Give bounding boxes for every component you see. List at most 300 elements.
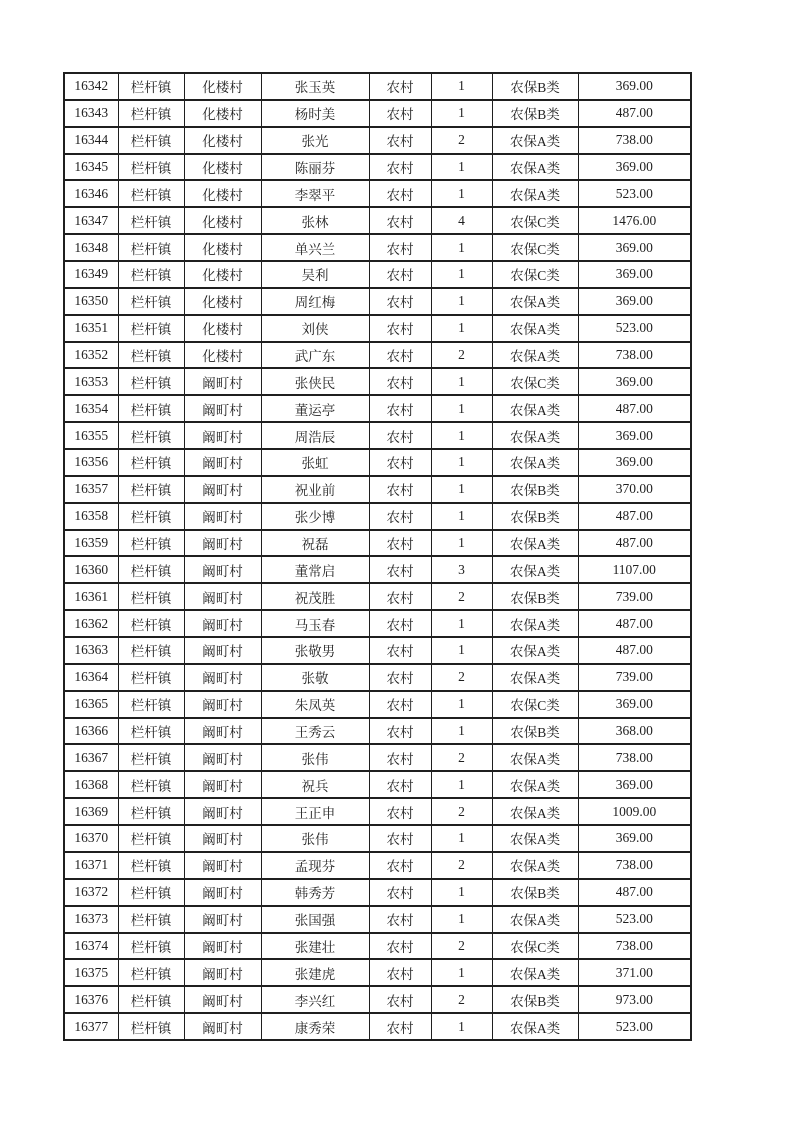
cell-household-type: 农村 [369, 556, 431, 583]
table-row [64, 342, 691, 369]
cell-amount: 738.00 [578, 342, 691, 369]
cell-town: 栏杆镇 [118, 1013, 184, 1040]
cell-person-count: 1 [431, 637, 492, 664]
cell-household-type: 农村 [369, 986, 431, 1013]
cell-insurance-class: 农保A类 [492, 422, 578, 449]
cell-village: 化楼村 [184, 100, 261, 127]
cell-village: 阚町村 [184, 906, 261, 933]
cell-village: 阚町村 [184, 476, 261, 503]
cell-insurance-class: 农保A类 [492, 610, 578, 637]
cell-amount: 738.00 [578, 127, 691, 154]
cell-insurance-class: 农保A类 [492, 798, 578, 825]
cell-sequence-number: 16373 [64, 906, 118, 933]
cell-sequence-number: 16346 [64, 180, 118, 207]
table-row [64, 879, 691, 906]
cell-household-type: 农村 [369, 368, 431, 395]
insurance-payment-table [63, 72, 692, 1041]
cell-sequence-number: 16375 [64, 959, 118, 986]
cell-household-type: 农村 [369, 664, 431, 691]
cell-insurance-class: 农保A类 [492, 825, 578, 852]
cell-town: 栏杆镇 [118, 664, 184, 691]
cell-amount: 523.00 [578, 906, 691, 933]
cell-amount: 487.00 [578, 530, 691, 557]
cell-household-type: 农村 [369, 583, 431, 610]
cell-village: 化楼村 [184, 180, 261, 207]
cell-village: 阚町村 [184, 825, 261, 852]
cell-village: 化楼村 [184, 73, 261, 100]
cell-town: 栏杆镇 [118, 744, 184, 771]
cell-amount: 369.00 [578, 691, 691, 718]
cell-household-type: 农村 [369, 154, 431, 181]
cell-amount: 369.00 [578, 73, 691, 100]
cell-insurance-class: 农保B类 [492, 879, 578, 906]
cell-person-count: 2 [431, 664, 492, 691]
cell-household-type: 农村 [369, 798, 431, 825]
cell-person-count: 1 [431, 825, 492, 852]
cell-town: 栏杆镇 [118, 691, 184, 718]
cell-sequence-number: 16358 [64, 503, 118, 530]
cell-amount: 487.00 [578, 395, 691, 422]
cell-sequence-number: 16354 [64, 395, 118, 422]
table-row [64, 207, 691, 234]
cell-person-count: 1 [431, 476, 492, 503]
table-row [64, 852, 691, 879]
table-row [64, 180, 691, 207]
cell-amount: 487.00 [578, 879, 691, 906]
cell-village: 阚町村 [184, 422, 261, 449]
table-row [64, 395, 691, 422]
cell-village: 化楼村 [184, 315, 261, 342]
cell-person-count: 1 [431, 449, 492, 476]
cell-insurance-class: 农保A类 [492, 771, 578, 798]
cell-person-name: 李翠平 [261, 180, 369, 207]
cell-household-type: 农村 [369, 852, 431, 879]
cell-household-type: 农村 [369, 422, 431, 449]
cell-town: 栏杆镇 [118, 342, 184, 369]
cell-person-count: 2 [431, 986, 492, 1013]
cell-person-count: 4 [431, 207, 492, 234]
cell-person-count: 1 [431, 718, 492, 745]
cell-amount: 1009.00 [578, 798, 691, 825]
cell-person-name: 王正申 [261, 798, 369, 825]
cell-household-type: 农村 [369, 771, 431, 798]
cell-sequence-number: 16353 [64, 368, 118, 395]
cell-insurance-class: 农保C类 [492, 933, 578, 960]
cell-person-name: 张伟 [261, 744, 369, 771]
cell-amount: 487.00 [578, 637, 691, 664]
cell-sequence-number: 16355 [64, 422, 118, 449]
cell-insurance-class: 农保B类 [492, 100, 578, 127]
table-row [64, 476, 691, 503]
table-row [64, 127, 691, 154]
cell-person-count: 1 [431, 154, 492, 181]
cell-village: 阚町村 [184, 959, 261, 986]
cell-town: 栏杆镇 [118, 261, 184, 288]
cell-person-count: 1 [431, 959, 492, 986]
cell-insurance-class: 农保A类 [492, 852, 578, 879]
cell-amount: 369.00 [578, 261, 691, 288]
cell-insurance-class: 农保A类 [492, 530, 578, 557]
table-row [64, 933, 691, 960]
cell-sequence-number: 16356 [64, 449, 118, 476]
cell-sequence-number: 16357 [64, 476, 118, 503]
cell-amount: 523.00 [578, 180, 691, 207]
cell-village: 阚町村 [184, 637, 261, 664]
table-row [64, 718, 691, 745]
cell-village: 阚町村 [184, 852, 261, 879]
cell-person-count: 2 [431, 798, 492, 825]
cell-amount: 487.00 [578, 503, 691, 530]
cell-person-name: 张建虎 [261, 959, 369, 986]
table-row [64, 798, 691, 825]
cell-person-count: 2 [431, 342, 492, 369]
table-body [64, 73, 691, 1040]
cell-person-count: 2 [431, 933, 492, 960]
cell-amount: 368.00 [578, 718, 691, 745]
cell-insurance-class: 农保A类 [492, 1013, 578, 1040]
cell-person-count: 1 [431, 100, 492, 127]
cell-person-name: 董运亭 [261, 395, 369, 422]
cell-town: 栏杆镇 [118, 154, 184, 181]
cell-person-count: 1 [431, 180, 492, 207]
cell-person-count: 1 [431, 234, 492, 261]
table-row [64, 530, 691, 557]
cell-town: 栏杆镇 [118, 798, 184, 825]
cell-household-type: 农村 [369, 1013, 431, 1040]
cell-household-type: 农村 [369, 100, 431, 127]
cell-sequence-number: 16345 [64, 154, 118, 181]
cell-village: 阚町村 [184, 610, 261, 637]
cell-sequence-number: 16362 [64, 610, 118, 637]
table-row [64, 315, 691, 342]
cell-household-type: 农村 [369, 503, 431, 530]
table-row [64, 610, 691, 637]
cell-household-type: 农村 [369, 933, 431, 960]
cell-village: 阚町村 [184, 664, 261, 691]
cell-person-name: 祝茂胜 [261, 583, 369, 610]
table-row [64, 449, 691, 476]
table-row [64, 368, 691, 395]
cell-sequence-number: 16343 [64, 100, 118, 127]
cell-amount: 738.00 [578, 933, 691, 960]
cell-person-name: 周红梅 [261, 288, 369, 315]
cell-village: 化楼村 [184, 261, 261, 288]
cell-insurance-class: 农保B类 [492, 718, 578, 745]
cell-village: 阚町村 [184, 449, 261, 476]
cell-amount: 369.00 [578, 771, 691, 798]
cell-town: 栏杆镇 [118, 718, 184, 745]
cell-amount: 371.00 [578, 959, 691, 986]
cell-town: 栏杆镇 [118, 986, 184, 1013]
cell-insurance-class: 农保A类 [492, 288, 578, 315]
cell-village: 阚町村 [184, 556, 261, 583]
cell-person-name: 张光 [261, 127, 369, 154]
cell-amount: 487.00 [578, 100, 691, 127]
cell-village: 化楼村 [184, 342, 261, 369]
cell-person-name: 王秀云 [261, 718, 369, 745]
cell-household-type: 农村 [369, 73, 431, 100]
cell-village: 阚町村 [184, 691, 261, 718]
cell-amount: 369.00 [578, 288, 691, 315]
cell-person-name: 张国强 [261, 906, 369, 933]
cell-insurance-class: 农保A类 [492, 180, 578, 207]
cell-person-name: 祝磊 [261, 530, 369, 557]
table-row [64, 154, 691, 181]
cell-amount: 738.00 [578, 852, 691, 879]
cell-village: 阚町村 [184, 503, 261, 530]
cell-person-name: 武广东 [261, 342, 369, 369]
cell-insurance-class: 农保A类 [492, 154, 578, 181]
cell-sequence-number: 16348 [64, 234, 118, 261]
cell-person-name: 马玉春 [261, 610, 369, 637]
cell-village: 化楼村 [184, 288, 261, 315]
cell-insurance-class: 农保A类 [492, 637, 578, 664]
cell-town: 栏杆镇 [118, 395, 184, 422]
cell-insurance-class: 农保B类 [492, 503, 578, 530]
cell-village: 阚町村 [184, 986, 261, 1013]
cell-village: 阚町村 [184, 395, 261, 422]
cell-town: 栏杆镇 [118, 422, 184, 449]
cell-person-name: 张虹 [261, 449, 369, 476]
cell-town: 栏杆镇 [118, 933, 184, 960]
cell-insurance-class: 农保A类 [492, 127, 578, 154]
cell-person-count: 2 [431, 583, 492, 610]
cell-town: 栏杆镇 [118, 852, 184, 879]
cell-village: 阚町村 [184, 933, 261, 960]
cell-person-name: 张玉英 [261, 73, 369, 100]
cell-household-type: 农村 [369, 207, 431, 234]
cell-village: 阚町村 [184, 798, 261, 825]
cell-town: 栏杆镇 [118, 825, 184, 852]
cell-person-count: 1 [431, 530, 492, 557]
cell-household-type: 农村 [369, 637, 431, 664]
cell-town: 栏杆镇 [118, 207, 184, 234]
table-row [64, 234, 691, 261]
cell-town: 栏杆镇 [118, 556, 184, 583]
cell-person-name: 张林 [261, 207, 369, 234]
table-row [64, 503, 691, 530]
cell-sequence-number: 16365 [64, 691, 118, 718]
cell-person-count: 1 [431, 395, 492, 422]
cell-person-name: 张敬 [261, 664, 369, 691]
cell-person-count: 1 [431, 73, 492, 100]
cell-village: 化楼村 [184, 207, 261, 234]
cell-insurance-class: 农保B类 [492, 583, 578, 610]
cell-amount: 369.00 [578, 825, 691, 852]
cell-town: 栏杆镇 [118, 315, 184, 342]
cell-village: 化楼村 [184, 234, 261, 261]
table-row [64, 771, 691, 798]
cell-town: 栏杆镇 [118, 583, 184, 610]
cell-insurance-class: 农保C类 [492, 368, 578, 395]
table-row [64, 959, 691, 986]
cell-insurance-class: 农保A类 [492, 395, 578, 422]
table-row [64, 664, 691, 691]
table-row [64, 1013, 691, 1040]
table-row [64, 583, 691, 610]
cell-town: 栏杆镇 [118, 476, 184, 503]
cell-insurance-class: 农保A类 [492, 342, 578, 369]
cell-sequence-number: 16367 [64, 744, 118, 771]
cell-household-type: 农村 [369, 530, 431, 557]
cell-village: 阚町村 [184, 771, 261, 798]
cell-village: 阚町村 [184, 1013, 261, 1040]
cell-person-count: 2 [431, 744, 492, 771]
cell-village: 阚町村 [184, 368, 261, 395]
cell-person-count: 1 [431, 315, 492, 342]
cell-household-type: 农村 [369, 288, 431, 315]
cell-person-count: 2 [431, 852, 492, 879]
cell-insurance-class: 农保C类 [492, 261, 578, 288]
cell-insurance-class: 农保A类 [492, 744, 578, 771]
cell-sequence-number: 16342 [64, 73, 118, 100]
table-row [64, 637, 691, 664]
cell-household-type: 农村 [369, 610, 431, 637]
cell-person-name: 吴利 [261, 261, 369, 288]
cell-household-type: 农村 [369, 261, 431, 288]
cell-town: 栏杆镇 [118, 180, 184, 207]
cell-town: 栏杆镇 [118, 637, 184, 664]
cell-village: 阚町村 [184, 744, 261, 771]
cell-household-type: 农村 [369, 825, 431, 852]
cell-person-name: 张敬男 [261, 637, 369, 664]
cell-amount: 369.00 [578, 234, 691, 261]
cell-sequence-number: 16352 [64, 342, 118, 369]
cell-town: 栏杆镇 [118, 368, 184, 395]
cell-sequence-number: 16360 [64, 556, 118, 583]
cell-town: 栏杆镇 [118, 234, 184, 261]
cell-sequence-number: 16371 [64, 852, 118, 879]
cell-sequence-number: 16363 [64, 637, 118, 664]
cell-amount: 1107.00 [578, 556, 691, 583]
cell-village: 化楼村 [184, 154, 261, 181]
cell-household-type: 农村 [369, 879, 431, 906]
cell-sequence-number: 16361 [64, 583, 118, 610]
cell-sequence-number: 16351 [64, 315, 118, 342]
cell-town: 栏杆镇 [118, 503, 184, 530]
cell-sequence-number: 16369 [64, 798, 118, 825]
cell-insurance-class: 农保B类 [492, 73, 578, 100]
cell-sequence-number: 16359 [64, 530, 118, 557]
cell-town: 栏杆镇 [118, 288, 184, 315]
cell-sequence-number: 16374 [64, 933, 118, 960]
cell-amount: 973.00 [578, 986, 691, 1013]
cell-person-count: 1 [431, 879, 492, 906]
cell-person-name: 张建壮 [261, 933, 369, 960]
cell-person-name: 周浩辰 [261, 422, 369, 449]
cell-person-count: 1 [431, 503, 492, 530]
cell-household-type: 农村 [369, 476, 431, 503]
cell-person-name: 孟现芬 [261, 852, 369, 879]
cell-person-name: 韩秀芳 [261, 879, 369, 906]
cell-sequence-number: 16364 [64, 664, 118, 691]
cell-sequence-number: 16349 [64, 261, 118, 288]
cell-person-count: 1 [431, 1013, 492, 1040]
cell-town: 栏杆镇 [118, 530, 184, 557]
cell-sequence-number: 16368 [64, 771, 118, 798]
cell-village: 化楼村 [184, 127, 261, 154]
cell-household-type: 农村 [369, 342, 431, 369]
cell-person-count: 1 [431, 261, 492, 288]
cell-person-count: 1 [431, 368, 492, 395]
cell-insurance-class: 农保A类 [492, 959, 578, 986]
table-row [64, 825, 691, 852]
cell-town: 栏杆镇 [118, 100, 184, 127]
cell-household-type: 农村 [369, 180, 431, 207]
cell-amount: 369.00 [578, 154, 691, 181]
cell-person-count: 3 [431, 556, 492, 583]
cell-amount: 369.00 [578, 449, 691, 476]
table-row [64, 422, 691, 449]
cell-insurance-class: 农保A类 [492, 315, 578, 342]
cell-household-type: 农村 [369, 127, 431, 154]
cell-person-count: 1 [431, 610, 492, 637]
table-row [64, 906, 691, 933]
table-row [64, 100, 691, 127]
cell-town: 栏杆镇 [118, 127, 184, 154]
cell-amount: 523.00 [578, 1013, 691, 1040]
cell-household-type: 农村 [369, 959, 431, 986]
cell-town: 栏杆镇 [118, 959, 184, 986]
cell-insurance-class: 农保B类 [492, 986, 578, 1013]
cell-person-count: 1 [431, 691, 492, 718]
cell-sequence-number: 16350 [64, 288, 118, 315]
cell-person-name: 张少博 [261, 503, 369, 530]
table-row [64, 556, 691, 583]
cell-town: 栏杆镇 [118, 879, 184, 906]
cell-household-type: 农村 [369, 718, 431, 745]
cell-insurance-class: 农保B类 [492, 476, 578, 503]
cell-person-count: 1 [431, 906, 492, 933]
cell-household-type: 农村 [369, 906, 431, 933]
cell-household-type: 农村 [369, 234, 431, 261]
cell-person-name: 李兴红 [261, 986, 369, 1013]
cell-person-name: 董常启 [261, 556, 369, 583]
cell-village: 阚町村 [184, 583, 261, 610]
cell-village: 阚町村 [184, 718, 261, 745]
cell-amount: 523.00 [578, 315, 691, 342]
cell-household-type: 农村 [369, 744, 431, 771]
cell-sequence-number: 16370 [64, 825, 118, 852]
cell-town: 栏杆镇 [118, 771, 184, 798]
cell-person-count: 1 [431, 288, 492, 315]
cell-household-type: 农村 [369, 449, 431, 476]
cell-person-name: 刘侠 [261, 315, 369, 342]
cell-person-name: 祝业前 [261, 476, 369, 503]
table-row [64, 73, 691, 100]
cell-amount: 487.00 [578, 610, 691, 637]
cell-person-name: 陈丽芬 [261, 154, 369, 181]
cell-insurance-class: 农保C类 [492, 234, 578, 261]
cell-sequence-number: 16344 [64, 127, 118, 154]
cell-amount: 369.00 [578, 368, 691, 395]
cell-town: 栏杆镇 [118, 610, 184, 637]
cell-person-name: 单兴兰 [261, 234, 369, 261]
table-row [64, 261, 691, 288]
cell-person-name: 康秀荣 [261, 1013, 369, 1040]
cell-insurance-class: 农保A类 [492, 556, 578, 583]
cell-sequence-number: 16376 [64, 986, 118, 1013]
cell-person-name: 朱凤英 [261, 691, 369, 718]
cell-amount: 370.00 [578, 476, 691, 503]
cell-person-count: 2 [431, 127, 492, 154]
cell-insurance-class: 农保A类 [492, 664, 578, 691]
table-row [64, 744, 691, 771]
cell-village: 阚町村 [184, 879, 261, 906]
cell-person-name: 祝兵 [261, 771, 369, 798]
cell-amount: 739.00 [578, 583, 691, 610]
cell-person-count: 1 [431, 771, 492, 798]
